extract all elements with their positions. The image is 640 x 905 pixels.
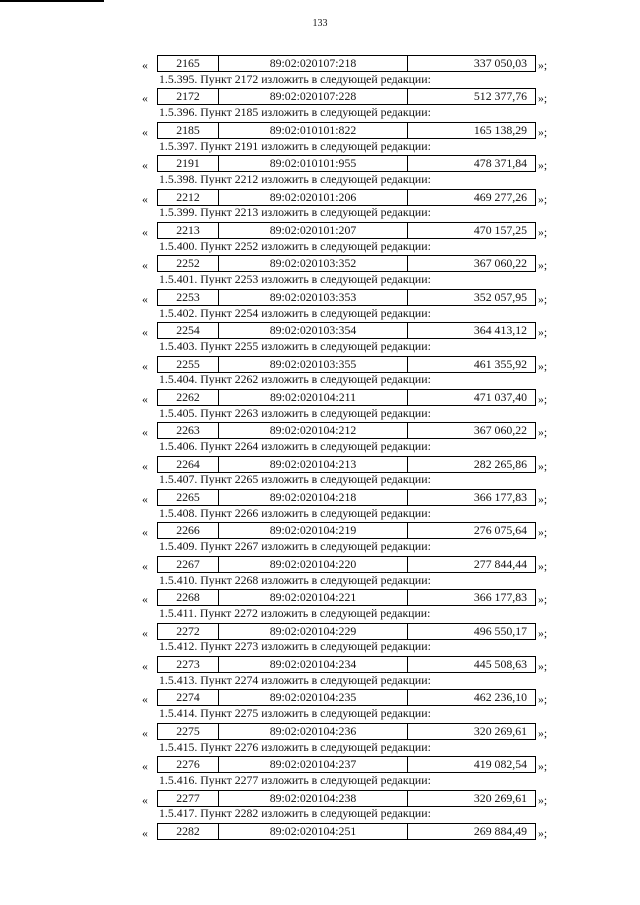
quote-close: »; <box>538 224 548 239</box>
amendment-paragraph <box>0 707 640 721</box>
quote-open: « <box>142 558 148 573</box>
table-row <box>0 754 640 774</box>
amendment-paragraph <box>0 741 640 755</box>
quote-close: »; <box>538 291 548 306</box>
value-cell: 337 050,03 <box>473 56 527 70</box>
item-number-cell: 2276 <box>158 757 219 772</box>
amendment-paragraph <box>0 507 640 521</box>
amendment-paragraph-text: 1.5.396. Пункт 2185 изложить в следующей редакции: <box>159 105 431 120</box>
cadastral-number-cell: 89:02:020104:237 <box>219 757 408 772</box>
value-cell: 367 060,22 <box>473 423 527 438</box>
cadastral-number-cell: 89:02:020103:352 <box>219 256 408 271</box>
cadastral-number-cell: 89:02:020104:219 <box>219 523 408 538</box>
amendment-paragraph-text: 1.5.397. Пункт 2191 изложить в следующей редакции: <box>159 138 431 153</box>
item-number-cell: 2265 <box>158 490 219 505</box>
amendment-paragraph-text: 1.5.404. Пункт 2262 изложить в следующей редакции: <box>159 372 431 387</box>
cadastral-number-cell: 89:02:020103:353 <box>219 290 408 305</box>
amendment-paragraph-text: 1.5.408. Пункт 2266 изложить в следующей редакции: <box>159 505 431 520</box>
quote-open: « <box>142 625 148 640</box>
value-cell: 165 138,29 <box>473 122 527 137</box>
record-table <box>157 255 536 272</box>
record-table <box>157 289 536 306</box>
table-row <box>0 86 640 106</box>
amendment-paragraph <box>0 373 640 387</box>
record-table <box>157 656 536 673</box>
cadastral-number-cell: 89:02:020104:211 <box>219 390 408 405</box>
quote-close: »; <box>538 492 548 507</box>
value-cell: 277 844,44 <box>473 556 527 571</box>
amendment-paragraph <box>0 173 640 187</box>
amendment-paragraph <box>0 607 640 621</box>
quote-open: « <box>142 191 148 206</box>
record-table <box>157 823 536 840</box>
table-row <box>0 253 640 273</box>
value-cell: 471 037,40 <box>473 389 527 404</box>
amendment-paragraph <box>0 206 640 220</box>
item-number-cell: 2252 <box>158 256 219 271</box>
amendment-paragraph <box>0 674 640 688</box>
record-table <box>157 456 536 473</box>
quote-close: »; <box>538 158 548 173</box>
value-cell: 320 269,61 <box>473 723 527 738</box>
quote-close: »; <box>538 191 548 206</box>
record-table <box>157 723 536 740</box>
quote-open: « <box>142 325 148 340</box>
table-row <box>0 153 640 173</box>
cadastral-number-cell: 89:02:020104:212 <box>219 423 408 438</box>
amendment-paragraph <box>0 473 640 487</box>
item-number-cell: 2262 <box>158 390 219 405</box>
quote-open: « <box>142 358 148 373</box>
cadastral-number-cell: 89:02:020104:236 <box>219 724 408 739</box>
item-number-cell: 2264 <box>158 457 219 472</box>
cadastral-number-cell: 89:02:020107:228 <box>219 89 408 104</box>
item-number-cell: 2254 <box>158 323 219 338</box>
value-cell: 367 060,22 <box>473 256 527 271</box>
quote-close: »; <box>538 825 548 840</box>
table-row <box>0 621 640 641</box>
amendment-paragraph <box>0 407 640 421</box>
amendments-list <box>0 53 640 841</box>
item-number-cell: 2274 <box>158 690 219 705</box>
record-table <box>157 55 536 72</box>
record-table <box>157 189 536 206</box>
item-number-cell: 2212 <box>158 190 219 205</box>
amendment-paragraph-text: 1.5.407. Пункт 2265 изложить в следующей редакции: <box>159 472 431 487</box>
item-number-cell: 2282 <box>158 824 219 839</box>
amendment-paragraph-text: 1.5.414. Пункт 2275 изложить в следующей редакции: <box>159 706 431 721</box>
item-number-cell: 2191 <box>158 156 219 171</box>
item-number-cell: 2253 <box>158 290 219 305</box>
quote-close: »; <box>538 458 548 473</box>
table-row <box>0 53 640 73</box>
quote-open: « <box>142 458 148 473</box>
item-number-cell: 2263 <box>158 423 219 438</box>
amendment-paragraph <box>0 140 640 154</box>
quote-close: »; <box>538 391 548 406</box>
quote-open: « <box>142 291 148 306</box>
value-cell: 276 075,64 <box>473 523 527 538</box>
quote-open: « <box>142 91 148 106</box>
value-cell: 269 884,49 <box>473 823 527 838</box>
quote-close: »; <box>538 692 548 707</box>
cadastral-number-cell: 89:02:020101:206 <box>219 190 408 205</box>
cadastral-number-cell: 89:02:020104:234 <box>219 657 408 672</box>
amendment-paragraph <box>0 807 640 821</box>
amendment-paragraph-text: 1.5.416. Пункт 2277 изложить в следующей редакции: <box>159 773 431 787</box>
table-row <box>0 187 640 207</box>
quote-close: »; <box>538 124 548 139</box>
quote-open: « <box>142 124 148 139</box>
record-table <box>157 222 536 239</box>
value-cell: 469 277,26 <box>473 189 527 204</box>
cadastral-number-cell: 89:02:020103:354 <box>219 323 408 338</box>
item-number-cell: 2273 <box>158 657 219 672</box>
quote-open: « <box>142 58 148 72</box>
quote-close: »; <box>538 91 548 106</box>
table-row <box>0 287 640 307</box>
value-cell: 462 236,10 <box>473 690 527 705</box>
table-row <box>0 788 640 808</box>
amendment-paragraph-text: 1.5.410. Пункт 2268 изложить в следующей редакции: <box>159 572 431 587</box>
quote-close: »; <box>538 725 548 740</box>
record-table <box>157 422 536 439</box>
amendment-paragraph <box>0 640 640 654</box>
value-cell: 512 377,76 <box>473 89 527 104</box>
value-cell: 366 177,83 <box>473 490 527 505</box>
quote-open: « <box>142 592 148 607</box>
quote-open: « <box>142 725 148 740</box>
amendment-paragraph <box>0 273 640 287</box>
amendment-paragraph-text: 1.5.413. Пункт 2274 изложить в следующей редакции: <box>159 672 431 687</box>
record-table <box>157 589 536 606</box>
value-cell: 445 508,63 <box>473 657 527 672</box>
record-table <box>157 122 536 139</box>
value-cell: 496 550,17 <box>473 623 527 638</box>
quote-open: « <box>142 692 148 707</box>
amendment-paragraph-text: 1.5.400. Пункт 2252 изложить в следующей редакции: <box>159 238 431 253</box>
record-table <box>157 556 536 573</box>
cadastral-number-cell: 89:02:020101:207 <box>219 223 408 238</box>
quote-open: « <box>142 258 148 273</box>
value-cell: 419 082,54 <box>473 757 527 772</box>
cadastral-number-cell: 89:02:020104:218 <box>219 490 408 505</box>
value-cell: 461 355,92 <box>473 356 527 371</box>
value-cell: 478 371,84 <box>473 156 527 171</box>
table-row <box>0 520 640 540</box>
record-table <box>157 489 536 506</box>
amendment-paragraph <box>0 340 640 354</box>
amendment-paragraph-text: 1.5.412. Пункт 2273 изложить в следующей редакции: <box>159 639 431 654</box>
amendment-paragraph-text: 1.5.399. Пункт 2213 изложить в следующей редакции: <box>159 205 431 220</box>
record-table <box>157 88 536 105</box>
cadastral-number-cell: 89:02:020104:235 <box>219 690 408 705</box>
quote-close: »; <box>538 58 548 72</box>
quote-open: « <box>142 391 148 406</box>
quote-close: »; <box>538 759 548 774</box>
record-table <box>157 389 536 406</box>
item-number-cell: 2172 <box>158 89 219 104</box>
quote-open: « <box>142 224 148 239</box>
table-row <box>0 687 640 707</box>
item-number-cell: 2272 <box>158 624 219 639</box>
table-row <box>0 220 640 240</box>
amendment-paragraph <box>0 307 640 321</box>
amendment-paragraph-text: 1.5.409. Пункт 2267 изложить в следующей редакции: <box>159 539 431 554</box>
record-table <box>157 356 536 373</box>
cadastral-number-cell: 89:02:020104:229 <box>219 624 408 639</box>
record-table <box>157 322 536 339</box>
record-table <box>157 155 536 172</box>
amendment-paragraph-text: 1.5.398. Пункт 2212 изложить в следующей редакции: <box>159 171 431 186</box>
item-number-cell: 2277 <box>158 791 219 806</box>
value-cell: 282 265,86 <box>473 456 527 471</box>
amendment-paragraph-text: 1.5.405. Пункт 2263 изложить в следующей редакции: <box>159 405 431 420</box>
record-table <box>157 522 536 539</box>
cadastral-number-cell: 89:02:020103:355 <box>219 357 408 372</box>
item-number-cell: 2185 <box>158 123 219 138</box>
cadastral-number-cell: 89:02:020104:213 <box>219 457 408 472</box>
item-number-cell: 2255 <box>158 357 219 372</box>
amendment-paragraph <box>0 440 640 454</box>
quote-open: « <box>142 425 148 440</box>
amendment-paragraph-text: 1.5.411. Пункт 2272 изложить в следующей редакции: <box>159 606 431 621</box>
amendment-paragraph <box>0 240 640 254</box>
item-number-cell: 2275 <box>158 724 219 739</box>
table-row <box>0 487 640 507</box>
quote-open: « <box>142 825 148 840</box>
quote-close: »; <box>538 659 548 674</box>
table-row <box>0 120 640 140</box>
table-row <box>0 320 640 340</box>
amendment-paragraph <box>0 73 640 87</box>
table-row <box>0 420 640 440</box>
quote-close: »; <box>538 525 548 540</box>
item-number-cell: 2266 <box>158 523 219 538</box>
quote-close: »; <box>538 558 548 573</box>
amendment-paragraph-text: 1.5.403. Пункт 2255 изложить в следующей редакции: <box>159 338 431 353</box>
cadastral-number-cell: 89:02:020104:238 <box>219 791 408 806</box>
header-rule <box>0 0 104 2</box>
quote-close: »; <box>538 425 548 440</box>
record-table <box>157 689 536 706</box>
page-number: 133 <box>312 18 328 29</box>
quote-open: « <box>142 525 148 540</box>
value-cell: 470 157,25 <box>473 222 527 237</box>
amendment-paragraph <box>0 540 640 554</box>
table-row <box>0 721 640 741</box>
table-row <box>0 821 640 841</box>
table-row <box>0 454 640 474</box>
record-table <box>157 623 536 640</box>
amendment-paragraph-text: 1.5.415. Пункт 2276 изложить в следующей редакции: <box>159 739 431 754</box>
amendment-paragraph-text: 1.5.417. Пункт 2282 изложить в следующей редакции: <box>159 806 431 821</box>
amendment-paragraph-text: 1.5.402. Пункт 2254 изложить в следующей редакции: <box>159 305 431 320</box>
record-table <box>157 756 536 773</box>
value-cell: 320 269,61 <box>473 790 527 805</box>
quote-close: »; <box>538 592 548 607</box>
cadastral-number-cell: 89:02:020104:220 <box>219 557 408 572</box>
value-cell: 352 057,95 <box>473 289 527 304</box>
value-cell: 364 413,12 <box>473 323 527 338</box>
table-row <box>0 554 640 574</box>
table-row <box>0 654 640 674</box>
amendment-paragraph <box>0 574 640 588</box>
item-number-cell: 2213 <box>158 223 219 238</box>
quote-close: »; <box>538 325 548 340</box>
amendment-paragraph-text: 1.5.395. Пункт 2172 изложить в следующей редакции: <box>159 71 431 86</box>
cadastral-number-cell: 89:02:010101:955 <box>219 156 408 171</box>
item-number-cell: 2268 <box>158 590 219 605</box>
quote-close: »; <box>538 358 548 373</box>
quote-open: « <box>142 792 148 807</box>
amendment-paragraph-text: 1.5.401. Пункт 2253 изложить в следующей редакции: <box>159 272 431 287</box>
record-table <box>157 790 536 807</box>
quote-close: »; <box>538 625 548 640</box>
amendment-paragraph <box>0 106 640 120</box>
quote-open: « <box>142 659 148 674</box>
table-row <box>0 387 640 407</box>
quote-open: « <box>142 158 148 173</box>
cadastral-number-cell: 89:02:020107:218 <box>219 56 408 71</box>
item-number-cell: 2165 <box>158 56 219 71</box>
quote-open: « <box>142 492 148 507</box>
table-row <box>0 354 640 374</box>
amendment-paragraph <box>0 774 640 788</box>
item-number-cell: 2267 <box>158 557 219 572</box>
quote-close: »; <box>538 258 548 273</box>
cadastral-number-cell: 89:02:020104:221 <box>219 590 408 605</box>
amendment-paragraph-text: 1.5.406. Пункт 2264 изложить в следующей редакции: <box>159 439 431 454</box>
quote-open: « <box>142 759 148 774</box>
table-row <box>0 587 640 607</box>
cadastral-number-cell: 89:02:020104:251 <box>219 824 408 839</box>
quote-close: »; <box>538 792 548 807</box>
cadastral-number-cell: 89:02:010101:822 <box>219 123 408 138</box>
value-cell: 366 177,83 <box>473 590 527 605</box>
